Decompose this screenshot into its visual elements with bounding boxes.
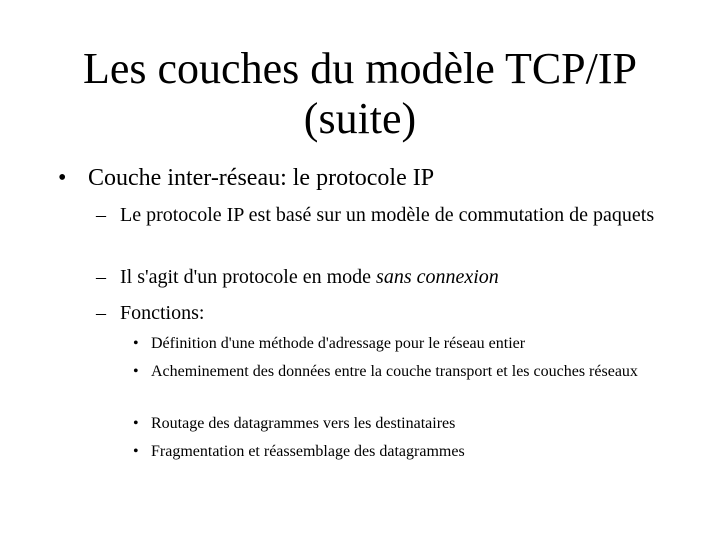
dash-marker: – [96,266,106,288]
dash-marker: – [96,302,106,324]
title-line-1: Les couches du modèle TCP/IP [83,44,637,93]
bullet-text: Fonctions: [120,302,205,324]
bullet-text [120,265,665,289]
slide-title [60,44,660,144]
bullet-text-prefix: Il s'agit d'un protocole en mode [120,266,377,288]
bullet-text: Fragmentation et réassemblage des datagrammes [151,443,465,460]
bullet-marker: • [133,363,139,380]
bullet-text: Routage des datagrammes vers les destinataires [151,415,456,432]
bullet-text: Définition d'une méthode d'adressage pour le réseau entier [151,335,526,352]
bullet-text-emphasis: sans connexion [376,266,499,288]
bullet-marker: • [133,443,139,460]
bullet-marker: • [133,335,139,352]
bullet-marker: • [58,165,67,191]
title-line-2: (suite) [303,94,417,143]
bullet-text: Acheminement des données entre la couche transport et les couches réseaux [151,363,638,380]
bullet-marker: • [133,415,139,432]
dash-marker: – [96,204,106,226]
bullet-text: Le protocole IP est basé sur un modèle de commutation de paquets [120,204,655,226]
bullet-text: Couche inter-réseau: le protocole IP [88,165,435,191]
